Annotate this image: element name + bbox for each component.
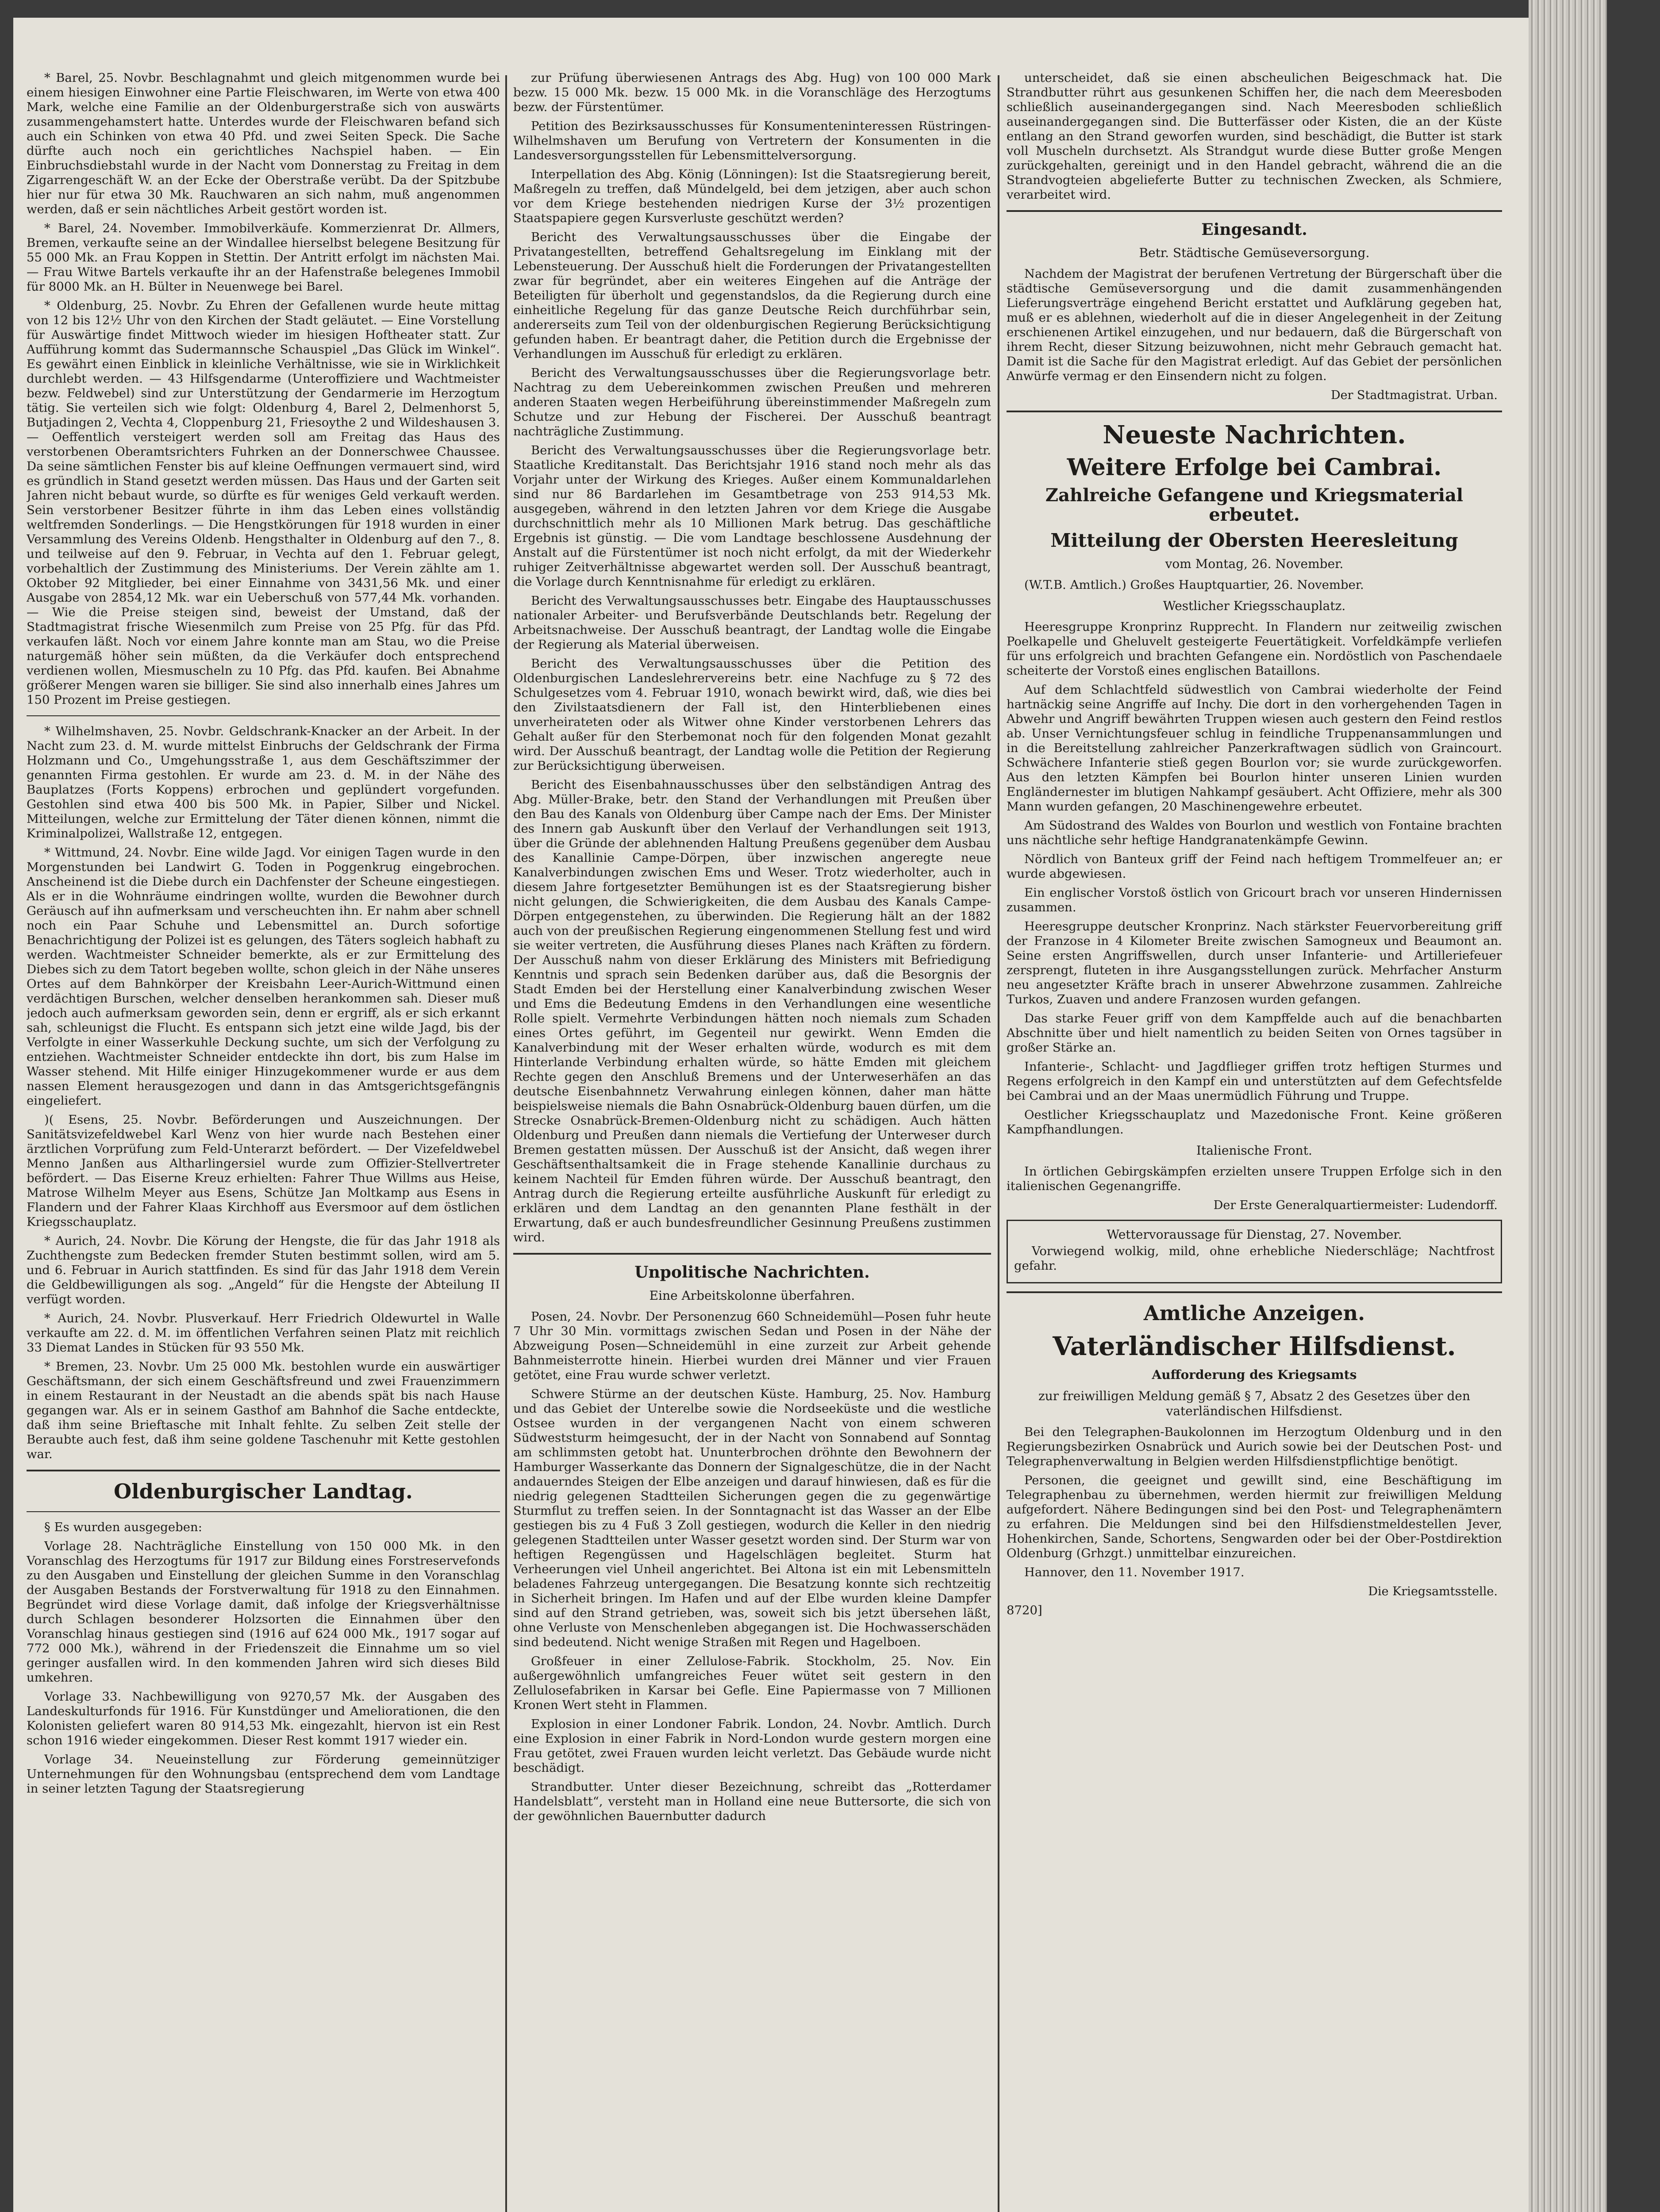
- subheading: Aufforderung des Kriegsamts: [1152, 1367, 1357, 1382]
- report-text: Am Südostrand des Waldes von Bourlon und westlich von Fontaine brachten uns nächtliche sehr heftige Handgranatenkämpfe Gewinn.: [1007, 818, 1502, 847]
- landtag-item: Bericht des Eisenbahnausschusses über den selbständigen Antrag des Abg. Müller-Brake, betr. den Stand der Verhandlungen mit Preußen über den Bau des Kanals von Oldenburg über Campe nach der Ems. Der Minister des Innern gab Auskunft über den Verlauf der Verhandlungen seit 1913, über die Gründe der ablehnenden Haltung Preußens gegenüber dem Ausbau des Kanallinie Campe-Dörpen, über inzwischen angeregte neue Kanalverbindungen zwischen Ems und Weser. Trotz wiederholter, auch in diesem Jahre fortgesetzter Bemühungen ist es der Staatsregierung bisher nicht gelungen, die Schwierigkeiten, die dem Ausbau des Kanals Campe-Dörpen entgegenstehen, zu überwinden. Die Regierung hält an der 1882 auch von der preußischen Regierung eingenommenen Stellung fest und wird sie weiter vertreten, die Ausführung dieses Planes nach Kräften zu fördern. Der Ausschuß nahm von dieser Erklärung des Ministers mit Befriedigung Kenntnis und sprach sein Bedenken darüber aus, daß die Besorgnis der Stadt Emden bei der Herstellung einer Kanalverbindung zwischen Weser und Ems die Bedeutung Emdens in den Verhandlungen eine wesentliche Rolle spielt. Vermehrte Verbindungen hätten noch niemals zum Schaden eines Ortes geführt, im Gegenteil nur gewirkt. Wenn Emden die Kanalverbindung mit der Weser erhalten würde, wodurch es mit dem Hinterlande Verbindung erhalten würde, so hätte Emden mit gleichem Rechte gegen den Anschluß Bremens und der Unterweserhäfen an das deutsche Eisenbahnnetz Verwahrung einlegen können, daher man hätte beispielsweise niemals die Bahn Osnabrück-Oldenburg bauen dürfen, um die Strecke Osnabrück-Bremen-Oldenburg nicht zu schädigen. Auch hätten Oldenburg und Preußen dann niemals die Vertiefung der Unterweser durch Bremen gestatten müssen. Der Ausschuß ist der Ansicht, daß wegen ihrer Geschäftsenthaltsamkeit die in Frage stehende Kanallinie durchaus zu keinem Nachteil für Emden führen würde. Der Ausschuß beantragt, den Antrag durch die Regierung erteilte ausführliche Auskunft für erledigt zu erklären und dem Landtag an den genannten Plane festhält in der Erwartung, daß er auch bundesfreundlicher Gesinnung Preußens zustimmen wird.: [513, 778, 991, 1244]
- front-heading: Westlicher Kriegsschauplatz.: [1163, 599, 1346, 613]
- column-2: [513, 71, 991, 2212]
- news-item: * Barel, 25. Novbr. Beschlagnahmt und gleich mitgenommen wurde bei einem hiesigen Einwohner eine Partie Fleischwaren, im Werte von etwa 400 Mark, welche eine Familie an der Oldenburgerstraße sich von auswärts zusammengehamstert hatte. Unterdes wurde der Fleischwaren befand sich auch ein Schinken von etwa 40 Pfd. und zwei Seiten Speck. Die Sache dürfte auch noch ein gerichtliches Nachspiel haben. — Ein Einbruchsdiebstahl wurde in der Nacht vom Donnerstag zu Freitag in dem Zigarrengeschäft W. an der Ecke der Oberstraße verübt. Da der Spitzbube hier nur für etwa 30 Mk. Rauchwaren an sich nahm, muß angenommen werden, daß er sein nächtliches Arbeit gestört worden ist.: [27, 71, 500, 216]
- signature: Der Stadtmagistrat. Urban.: [1330, 388, 1498, 402]
- divider: [1007, 1291, 1502, 1293]
- landtag-item: Vorlage 28. Nachträgliche Einstellung von 150 000 Mk. in den Voranschlag des Herzogtums für 1917 zur Bildung eines Forstreservefonds zu den Ausgaben und Einstellung der gleichen Summe in den Voranschlag der Ausgaben Bestands der Forstverwaltung für 1918 zu den Einnahmen. Begründet wird diese Vorlage damit, daß infolge der Kriegsverhältnisse durch Schlagen besonderer Holzsorten die Einnahmen über den Voranschlag hinaus gestiegen sind (1916 auf 624 000 Mk., 1917 sogar auf 772 000 Mk.), während in der Friedenszeit die Einnahme um so viel geringer ausfallen wird. In den kommenden Jahren wird sich dieses Bild umkehren.: [27, 1539, 500, 1685]
- signature: Die Kriegsamtsstelle.: [1368, 1585, 1498, 1598]
- column-3: [1007, 71, 1502, 2212]
- divider: [27, 1470, 500, 1471]
- landtag-item: § Es wurden ausgegeben:: [44, 1520, 202, 1534]
- divider: [1007, 210, 1502, 212]
- report-text: Heeresgruppe deutscher Kronprinz. Nach stärkster Feuervorbereitung griff der Franzose in 4 Kilometer Breite zwischen Samogneux und Beaumont an. Seine ersten Angriffswellen, durch unser Infanterie- und Artilleriefeuer zersprengt, fluteten in ihre Ausgangsstellungen zurück. Mehrfacher Ansturm neu angesetzter Kräfte brach in unserer Abwehrzone zusammen. Zahlreiche Turkos, Zuaven und andere Franzosen wurden gefangen.: [1007, 919, 1502, 1006]
- report-date: vom Montag, 26. November.: [1165, 557, 1344, 571]
- report-text: Oestlicher Kriegsschauplatz und Mazedonische Front. Keine größeren Kampfhandlungen.: [1007, 1108, 1502, 1137]
- landtag-item: Interpellation des Abg. König (Lönningen): Ist die Staatsregierung bereit, Maßregeln zu treffen, daß Mündelgeld, bei dem jetzigen, aber auch schon vor dem Kriege bestehenden niedrigen Kurse der 3½ prozentigen Staatspapiere gegen Kursverluste geschützt werden?: [513, 167, 991, 225]
- divider: [27, 715, 500, 716]
- notice-date: Hannover, den 11. November 1917.: [1024, 1565, 1245, 1579]
- notice-number: 8720]: [1007, 1603, 1042, 1617]
- notice-text: Bei den Telegraphen-Baukolonnen im Herzogtum Oldenburg und in den Regierungsbezirken Osnabrück und Aurich sowie bei der Deutschen Post- und Telegraphenverwaltung in Belgien werden Hilfsdienstpflichtige benötigt.: [1007, 1425, 1502, 1468]
- news-item: * Bremen, 23. Novbr. Um 25 000 Mk. bestohlen wurde ein auswärtiger Geschäftsmann, der sich einem Geschäftsfreund und zwei Frauenzimmern in einem Restaurant in der Neustadt an die abends spät bis nach Hause gegangen war. Als er in seinem Gasthof am Bahnhof die Sache entdeckte, daß ihm seine Brieftasche mit Inhalt fehlte. Zu selben Zeit stelle der Beraubte auch fest, daß ihm seine goldene Taschenuhr mit Kette gestohlen war.: [27, 1359, 500, 1461]
- landtag-item: Bericht des Verwaltungsausschusses über die Regierungsvorlage betr. Nachtrag zu dem Uebereinkommen zwischen Preußen und mehreren anderen Staaten wegen Herbeiführung übereinstimmender Maßregeln zum Schutze und zur Hebung der Fischerei. Der Ausschuß beantragt nachträgliche Zustimmung.: [513, 366, 991, 438]
- column-rule: [998, 75, 999, 2212]
- column-rule: [505, 75, 507, 2212]
- headline: Weitere Erfolge bei Cambrai.: [1067, 454, 1442, 481]
- news-item: Großfeuer in einer Zellulose-Fabrik. Stockholm, 25. Nov. Ein außergewöhnlich umfangreiches Feuer wütet seit gestern in den Zellulosefabriken in Karsar bei Gefle. Eine Papiermasse von 7 Millionen Kronen Wert steht in Flammen.: [513, 1654, 991, 1712]
- news-item: * Aurich, 24. Novbr. Die Körung der Hengste, die für das Jahr 1918 als Zuchthengste zum Bedecken fremder Stuten bestimmt sollen, wird am 5. und 6. Februar in Aurich stattfinden. Es sind für das Jahr 1918 dem Verein die Geldbewilligungen als sog. „Angeld“ für die Hengste der Abteilung II verfügt worden.: [27, 1234, 500, 1306]
- landtag-item: zur Prüfung überwiesenen Antrags des Abg. Hug) von 100 000 Mark bezw. 15 000 Mk. bezw. 15 000 Mk. in die Voranschläge des Herzogtums bezw. der Fürstentümer.: [513, 71, 991, 114]
- report-text: Infanterie-, Schlacht- und Jagdflieger griffen trotz heftigen Sturmes und Regens erfolgreich in den Kampf ein und unterstützten auf dem Gefechtsfelde bei Cambrai und an der Maas unermüdlich Führung und Truppe.: [1007, 1060, 1502, 1103]
- newspaper-page: [13, 18, 1529, 2212]
- divider: [1007, 411, 1502, 412]
- headline-hilfsdienst: Vaterländischer Hilfsdienst.: [1053, 1331, 1456, 1361]
- news-item: )( Esens, 25. Novbr. Beförderungen und Auszeichnungen. Der Sanitätsvizefeldwebel Karl Wenz von hier wurde nach Bestehen einer ärztlichen Vorprüfung zum Feld-Unterarzt befördert. — Der Vizefeldwebel Menno Janßen aus Altharlingersiel wurde zum Offizier-Stellvertreter befördert. — Das Eiserne Kreuz erhielten: Fahrer Thue Willms aus Heise, Matrose Wilhelm Meyer aus Esens, Schütze Jan Moltkamp aus Esens in Flandern und der Fahrer Klaas Kirchhoff aus Eversmoor auf dem östlichen Kriegsschauplatz.: [27, 1113, 500, 1229]
- book-edge: [1529, 0, 1660, 2212]
- landtag-item: Vorlage 34. Neueinstellung zur Förderung gemeinnütziger Unternehmungen für den Wohnungsbau (entsprechend dem vom Landtage in seiner letzten Tagung der Staatsregierung: [27, 1752, 500, 1796]
- report-text: (W.T.B. Amtlich.) Großes Hauptquartier, 26. November.: [1024, 578, 1364, 592]
- front-heading: Italienische Front.: [1196, 1143, 1312, 1158]
- landtag-item: Bericht des Verwaltungsausschusses über die Regierungsvorlage betr. Staatliche Kreditanstalt. Das Berichtsjahr 1916 stand noch mehr als das Vorjahr unter der Wirkung des Krieges. Außer einem Kommunaldarlehen sind nur 86 Bardarlehen im Gesamtbetrage von 253 914,53 Mk. ausgegeben, während in den letzten Jahren vor dem Kriege die Ausgabe durchschnittlich mehr als 10 Millionen Mark betrug. Das geschäftliche Ergebnis ist günstig. — Die vom Landtage beschlossene Ausdehnung der Anstalt auf die Fürstentümer ist noch nicht erfolgt, da mit der Wiederkehr ruhiger Zeitverhältnisse abgewartet werden soll. Der Ausschuß beantragt, die Vorlage durch Kenntnisnahme für erledigt zu erklären.: [513, 443, 991, 589]
- news-item: Explosion in einer Londoner Fabrik. London, 24. Novbr. Amtlich. Durch eine Explosion in einer Fabrik in Nord-London wurde gestern morgen eine Frau getötet, zwei Frauen wurden leicht verletzt. Das Gebäude wurde nicht beschädigt.: [513, 1717, 991, 1775]
- news-item: * Barel, 24. November. Immobilverkäufe. Kommerzienrat Dr. Allmers, Bremen, verkaufte seine an der Windallee hierselbst belegene Besitzung für 55 000 Mk. an Frau Koppen in Stettin. Der Antritt erfolgt im nächsten Mai. — Frau Witwe Bartels verkaufte ihr an der Hafenstraße belegenes Immobil für 8000 Mk. an H. Bülter in Neuenwege bei Barel.: [27, 221, 500, 294]
- news-item: Posen, 24. Novbr. Der Personenzug 660 Schneidemühl—Posen fuhr heute 7 Uhr 30 Min. vormittags zwischen Sedan und Posen in der Nähe der Abzweigung Posen—Schneidemühl in eine zurzeit zur Arbeit gehende Bahnmeisterrotte hinein. Hierbei wurden drei Männer und vier Frauen getötet, eine Frau wurde schwer verletzt.: [513, 1310, 991, 1382]
- report-text: Nördlich von Banteux griff der Feind nach heftigem Trommelfeuer an; er wurde abgewiesen.: [1007, 852, 1502, 881]
- subheading: Betr. Städtische Gemüseversorgung.: [1139, 246, 1370, 260]
- signature: Der Erste Generalquartiermeister: Ludendorff.: [1213, 1198, 1498, 1212]
- landtag-item: Petition des Bezirksausschusses für Konsumenteninteressen Rüstringen-Wilhelmshaven um Berufung von Vertretern der Konsumenten in die Landesversorgungsstellen für Lebensmittelversorgung.: [513, 119, 991, 162]
- section-heading-eingesandt: Eingesandt.: [1201, 220, 1307, 239]
- news-item: Strandbutter. Unter dieser Bezeichnung, schreibt das „Rotterdamer Handelsblatt“, versteht man in Holland eine neue Buttersorte, die sich von der gewöhnlichen Bauernbutter dadurch: [513, 1780, 991, 1823]
- weather-heading: Wettervoraussage für Dienstag, 27. November.: [1107, 1227, 1402, 1242]
- report-text: Heeresgruppe Kronprinz Rupprecht. In Flandern nur zeitweilig zwischen Poelkapelle und Gheluvelt gesteigerte Feuertätigkeit. Vorfeldkämpfe verliefen für uns erfolgreich und brachten Gefangene ein. Nordöstlich von Paschendaele scheiterte der Vorstoß eines englischen Bataillons.: [1007, 620, 1502, 678]
- news-item: unterscheidet, daß sie einen abscheulichen Beigeschmack hat. Die Strandbutter rührt aus gesunkenen Schiffen her, die nach dem Meeresboden schließlich auseinandergegangen sind. Nach Meeresboden schließlich auseinandergegangen sind. Die Butterfässer oder Kisten, die an der Küste entlang an den Strand geworfen wurden, sind beschädigt, die Butter ist stark voll Muscheln durchsetzt. Als Strandgut wurde diese Butter große Mengen zurückgehalten, gereinigt und in den Handel gebracht, während die an die Strandvogteien abgelieferte Butter zu technischen Zwecken, als Schmiere, verarbeitet wird.: [1007, 71, 1502, 202]
- subheading: Eine Arbeitskolonne überfahren.: [649, 1288, 855, 1303]
- weather-box: [1007, 1220, 1502, 1283]
- news-item: Schwere Stürme an der deutschen Küste. Hamburg, 25. Nov. Hamburg und das Gebiet der Unterelbe sowie die Nordseeküste und die westliche Ostsee wurden in der vergangenen Nacht von einem schweren Südweststurm heimgesucht, der in der Nacht von Sonnabend auf Sonntag am schlimmsten getobt hat. Ununterbrochen dröhnte den Bewohnern der Hamburger Wasserkante das Donnern der Signalgeschütze, die in der Nacht andauerndes Steigen der Elbe anzeigen und darauf hinwiesen, daß es für die niedrig gelegenen Stadtteilen Sicherungen gegen die zu gegenwärtige Sturmflut zu treffen seien. In der Sonntagnacht ist das Wasser an der Elbe gestiegen bis zu 4 Fuß 3 Zoll gestiegen, wodurch die Keller in den niedrig gelegenen Stadtteilen unter Wasser gesetzt worden sind. Der Sturm war von heftigen Regengüssen und Hagelschlägen begleitet. Sturm hat Verheerungen viel Unheil angerichtet. Bei Altona ist ein mit Lebensmitteln beladenes Fahrzeug untergegangen. Die Besatzung konnte sich rechtzeitig in Sicherheit bringen. Im Hafen und auf der Elbe wurden kleine Dampfer sind auf den Strand getrieben, was, soweit sich bis jetzt übersehen läßt, ohne Verluste von Menschenleben abgegangen ist. Die Hochwasserschäden sind bedeutend. Nicht wenige Straßen mit Regen und Hagelboen.: [513, 1387, 991, 1649]
- section-heading-unpolitische: Unpolitische Nachrichten.: [634, 1263, 870, 1282]
- report-text: Auf dem Schlachtfeld südwestlich von Cambrai wiederholte der Feind hartnäckig seine Angriffe auf Inchy. Die dort in den vorhergehenden Tagen in Abwehr und Angriff bewährten Truppen wiesen auch gestern den Feind restlos ab. Unser Vernichtungsfeuer schlug in feindliche Truppenansammlungen und in die Bereitstellung zahlreicher Panzerkraftwagen südlich von Graincourt. Schwächere Infanterie stieß gegen Bourlon vor; sie wurde zurückgeworfen. Aus den letzten Kämpfen bei Bourlon hinter unseren Linien wurden Engländernester im blutigen Nahkampf gesäubert. Acht Offiziere, mehr als 300 Mann wurden gefangen, 20 Maschinengewehre erbeutet.: [1007, 683, 1502, 814]
- divider: [513, 1253, 991, 1255]
- section-heading-landtag: Oldenburgischer Landtag.: [114, 1479, 413, 1503]
- report-text: Das starke Feuer griff von dem Kampffelde auch auf die benachbarten Abschnitte über und hielt namentlich zu beiden Seiten von Ornes tagsüber in großer Stärke an.: [1007, 1011, 1502, 1055]
- news-item: * Oldenburg, 25. Novbr. Zu Ehren der Gefallenen wurde heute mittag von 12 bis 12½ Uhr von den Kirchen der Stadt geläutet. — Eine Vorstellung für Auswärtige findet Mittwoch wieder im hiesigen Hoftheater statt. Zur Aufführung kommt das Sudermannsche Schauspiel „Das Glück im Winkel“. Es gewährt einen Einblick in kleinliche Verhältnisse, wie sie in Wirklichkeit durchlebt werden. — 43 Hilfsgendarme (Unteroffiziere und Wachtmeister bezw. Feldwebel) sind zur Unterstützung der Gendarmerie im Herzogtum tätig. Sie verteilen sich wie folgt: Oldenburg 4, Barel 2, Delmenhorst 5, Butjadingen 2, Vechta 4, Cloppenburg 21, Friesoythe 2 und Wildeshausen 3. — Oeffentlich versteigert werden soll am Freitag das Haus des verstorbenen Oberamtsrichters Fuhrken an der Donnerschwee Chaussee. Da seine sämtlichen Fenster bis auf kleine Oeffnungen vermauert sind, wird es gründlich in Stand gesetzt werden müssen. Das Haus und der Garten seit Jahren nicht bebaut wurde, so dürfte es für weniges Geld verkauft werden. Sein verstorbener Besitzer führte in ihm das Leben eines vollständig weltfremden Sonderlings. — Die Hengstkörungen für 1918 wurden in einer Versammlung des Vereins Oldenb. Hengsthalter in Oldenburg auf den 7., 8. und teilweise auf den 9. Februar, in Vechta auf den 1. Februar gelegt, vorbehaltlich der Zustimmung des Ministeriums. Der Verein zählte am 1. Oktober 92 Mitglieder, bei einer Einnahme von 3431,56 Mk. und einer Ausgabe von 2854,12 Mk. war ein Ueberschuß von 577,44 Mk. vorhanden. — Wie die Preise steigen sind, beweist der Umstand, daß der Stadtmagistrat frische Wiesenmilch zum Preise von 25 Pfg. für das Pfd. verkaufen läßt. Noch vor einem Jahre konnte man am Stau, wo die Preise naturgemäß höher sein müßten, da die Verkäufer doch entsprechend verdienen wollen, Miesmuscheln zu 10 Pfg. das Pfd. kaufen. Bei Abnahme größerer Mengen waren sie billiger. Sie sind also innerhalb eines Jahres um 150 Prozent im Preise gestiegen.: [27, 299, 500, 707]
- section-heading-neueste: Neueste Nachrichten.: [1103, 420, 1406, 449]
- news-item: * Wilhelmshaven, 25. Novbr. Geldschrank-Knacker an der Arbeit. In der Nacht zum 23. d. M. wurde mittelst Einbruchs der Geldschrank der Firma Holzmann und Co., Umgehungsstraße 1, aus dem Geschäftszimmer der genannten Firma gestohlen. Er wurde am 23. d. M. in der Nähe des Bauplatzes (Forts Koppens) erbrochen und geplündert vorgefunden. Gestohlen sind etwa 400 bis 500 Mk. in Papier, Silber und Nickel. Mitteilungen, welche zur Ermittelung der Täter dienen können, nimmt die Kriminalpolizei, Wallstraße 12, entgegen.: [27, 724, 500, 841]
- column-1: [27, 71, 500, 2212]
- news-item: * Wittmund, 24. Novbr. Eine wilde Jagd. Vor einigen Tagen wurde in den Morgenstunden bei Landwirt G. Toden in Poggenkrug eingebrochen. Anscheinend ist die Diebe durch ein Dachfenster der Scheune eingestiegen. Als er in die Wohnräume eindringen wollte, wurden die Bewohner durch Geräusch auf ihn aufmerksam und verscheuchten ihn. Er nahm aber schnell noch ein Paar Schuhe und Lebensmittel an. Durch sofortige Benachrichtigung der Polizei ist es gelungen, des Täters sogleich habhaft zu werden. Wachtmeister Schneider bemerkte, als er zur Ermittelung des Diebes sich zu dem Tatort begeben wollte, schon gleich in der Nähe unseres Ortes auf dem Bahnkörper der Kreisbahn Leer-Aurich-Wittmund einen verdächtigen Burschen, welcher denselben herankommen sah. Dieser muß jedoch auch aufmerksam geworden sein, denn er ergriff, als er sich erkannt sah, schleunigst die Flucht. Es entspann sich jetzt eine wilde Jagd, bis der Verfolgte in einer Wasserkuhle Deckung suchte, um sich der Verfolgung zu entziehen. Wachtmeister Schneider entdeckte ihn dort, bis zum Halse im Wasser stehend. Mit Hilfe einiger Hinzugekommener wurde er aus dem nassen Element herausgezogen und dann in das Amtsgerichtsgefängnis eingeliefert.: [27, 845, 500, 1108]
- report-text: In örtlichen Gebirgskämpfen erzielten unsere Truppen Erfolge sich in den italienischen Gegenangriffe.: [1007, 1164, 1502, 1193]
- letter-text: Nachdem der Magistrat der berufenen Vertretung der Bürgerschaft über die städtische Gemüseversorgung und die damit zusammenhängenden Lieferungsverträge eingehend Bericht erstattet und Aufklärung gegeben hat, muß er es ablehnen, wiederholt auf die in dieser Angelegenheit in der Zeitung erschienenen Artikel einzugehen, und nur bedauern, daß die Bürgerschaft von ihrem Recht, dieser Sitzung beizuwohnen, nicht mehr Gebrauch gemacht hat. Damit ist die Sache für den Magistrat erledigt. Auf das Gebiet der persönlichen Anwürfe vermag er den Einsendern nicht zu folgen.: [1007, 267, 1502, 383]
- headline-ohl: Mitteilung der Obersten Heeresleitung: [1050, 530, 1458, 551]
- landtag-item: Bericht des Verwaltungsausschusses betr. Eingabe des Hauptausschusses nationaler Arbeiter- und Berufsverbände Deutschlands betr. Regelung der Arbeitsnachweise. Der Ausschuß beantragt, der Landtag wolle die Eingabe der Regierung als Material überweisen.: [513, 594, 991, 652]
- notice-text: Personen, die geeignet und gewillt sind, eine Beschäftigung im Telegraphenbau zu übernehmen, werden hiermit zur freiwilligen Meldung aufgefordert. Nähere Bedingungen sind bei den Post- und Telegraphenämtern zu erfahren. Die Meldungen sind bei den Hilfsdienstmeldestellen Jever, Hohenkirchen, Sande, Schortens, Sengwarden oder bei der Ober-Postdirektion Oldenburg (Grhzgt.) unmittelbar einzureichen.: [1007, 1473, 1502, 1560]
- divider: [27, 1511, 500, 1512]
- weather-text: Vorwiegend wolkig, mild, ohne erhebliche Niederschläge; Nachtfrost gefahr.: [1014, 1244, 1495, 1273]
- landtag-item: Bericht des Verwaltungsausschusses über die Eingabe der Privatangestellten, betreffend Gehaltsregelung im Einklang mit der Lebensteuerung. Der Ausschuß hielt die Forderungen der Privatangestellten zwar für begründet, aber ein weiteres Eingehen auf die Anträge der Beteiligten für überholt und gegenstandslos, da die Regierung durch eine einheitliche Regelung für das ganze Deutsche Reich durchführbar sein, andererseits zum Teil von der oldenburgischen Regierung Berücksichtigung gefunden haben. Er beantragt daher, die Petition durch die Ergebnisse der Verhandlungen im Ausschuß für erledigt zu erklären.: [513, 230, 991, 361]
- headline-sub: Zahlreiche Gefangene und Kriegsmaterial erbeutet.: [1045, 485, 1464, 525]
- subheading: zur freiwilligen Meldung gemäß § 7, Absatz 2 des Gesetzes über den vaterländischen Hilfsdienst.: [1038, 1389, 1471, 1418]
- landtag-item: Bericht des Verwaltungsausschusses über die Petition des Oldenburgischen Landeslehrervereins betr. eine Nachfuge zu § 72 des Schulgesetzes vom 4. Februar 1910, wonach bewirkt wird, daß, wie dies bei den Zivilstaatsdienern der Fall ist, den Hinterbliebenen eines unverheirateten oder als Witwer ohne Kinder verstorbenen Lehrers das Gehalt außer für den Sterbemonat noch für den folgenden Monat gezahlt wird. Der Ausschuß beantragt, der Landtag wolle die Petition der Regierung zur Berücksichtigung überweisen.: [513, 657, 991, 773]
- news-item: * Aurich, 24. Novbr. Plusverkauf. Herr Friedrich Oldewurtel in Walle verkaufte am 22. d. M. im öffentlichen Verfahren seinen Platz mit reichlich 33 Diemat Landes in Stücken für 93 550 Mk.: [27, 1311, 500, 1355]
- landtag-item: Vorlage 33. Nachbewilligung von 9270,57 Mk. der Ausgaben des Landeskulturfonds für 1916. Für Kunstdünger und Ameliorationen, die den Kolonisten geliefert waren 80 914,53 Mk. eingezahlt, hiervon ist ein Rest schon 1916 wieder eingekommen. Dieser Rest kommt 1917 wieder ein.: [27, 1690, 500, 1747]
- report-text: Ein englischer Vorstoß östlich von Gricourt brach vor unseren Hindernissen zusammen.: [1007, 886, 1502, 914]
- section-heading-amtliche: Amtliche Anzeigen.: [1143, 1301, 1365, 1325]
